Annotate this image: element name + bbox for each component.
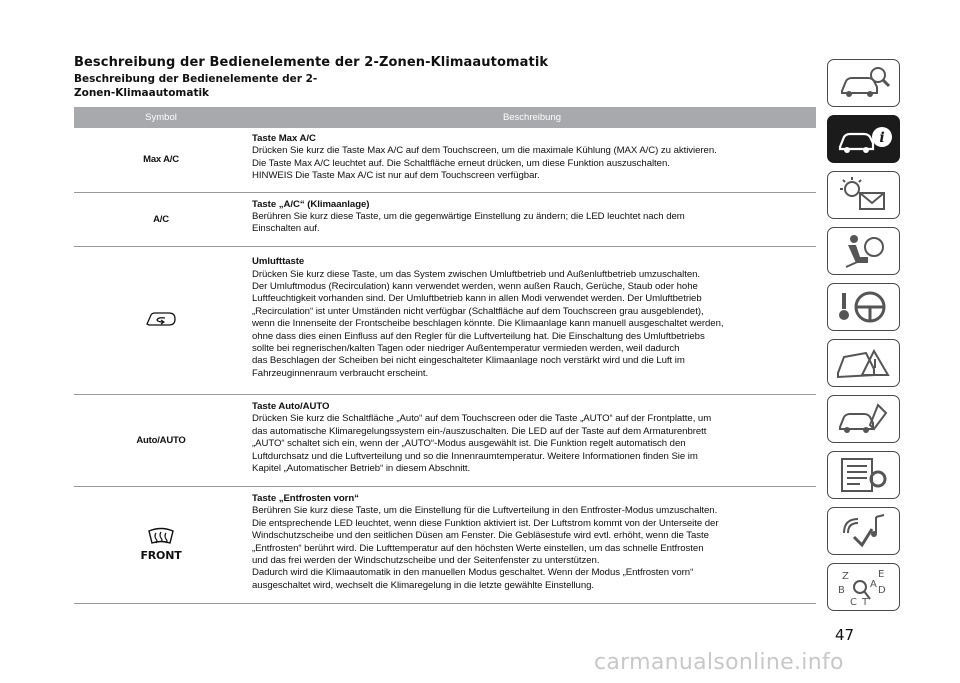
nav-tab-technical-data[interactable] — [827, 451, 900, 499]
nav-tab-emergency[interactable] — [827, 339, 900, 387]
table-row — [74, 128, 816, 192]
nav-tab-index[interactable] — [827, 563, 900, 611]
car-info-icon — [834, 119, 894, 159]
steering-wheel-icon — [834, 287, 894, 327]
symbol-text: Max A/C — [143, 154, 179, 166]
description-cell — [248, 192, 816, 246]
table-row — [74, 394, 816, 486]
description-heading: Taste Max A/C — [252, 133, 316, 144]
car-search-icon — [834, 63, 894, 103]
warning-lights-message-icon — [834, 175, 894, 215]
nav-tab-maintenance[interactable] — [827, 395, 900, 443]
description-text: Berühren Sie kurz diese Taste, um die gegenwärtige Einstellung zu ändern; die LED leuchtet nach dem Einschalten auf. — [252, 210, 685, 235]
symbol-cell — [74, 486, 248, 603]
svg-text:B: B — [838, 585, 845, 596]
symbol-cell — [74, 246, 248, 394]
svg-text:D: D — [878, 585, 886, 596]
page-subtitle: Beschreibung der Bedienelemente der 2-Zonen-Klimaautomatik — [74, 73, 318, 99]
car-maintenance-icon — [834, 399, 894, 439]
description-cell — [248, 394, 816, 486]
nav-tab-driving[interactable] — [827, 283, 900, 331]
svg-text:Z: Z — [842, 571, 849, 582]
svg-text:T: T — [862, 597, 869, 607]
table-header-row — [74, 107, 816, 128]
table-row — [74, 192, 816, 246]
description-heading: Taste „Entfrosten vorn“ — [252, 493, 359, 504]
description-text: Drücken Sie kurz die Taste Max A/C auf dem Touchscreen, um die maximale Kühlung (MAX A/C) zu aktivieren. Die Taste Max A/C leuchtet auf. Die Schaltfläche erneut drücken, um diese Funktion auszuschalten. HINWEIS Die Taste Max A/C ist nur auf dem Touchscreen verfügbar. — [252, 145, 717, 182]
symbol-cell — [74, 128, 248, 192]
symbol-cell — [74, 192, 248, 246]
header-symbol: Symbol — [74, 107, 248, 128]
nav-tab-warning-lights[interactable] — [827, 171, 900, 219]
table-row — [74, 246, 816, 394]
svg-text:C: C — [850, 597, 857, 607]
svg-text:E: E — [878, 569, 885, 580]
front-defrost-icon — [147, 527, 175, 548]
nav-tab-car-search[interactable] — [827, 59, 900, 107]
description-cell — [248, 486, 816, 603]
description-cell — [248, 128, 816, 192]
front-label: FRONT — [140, 549, 182, 563]
svg-text:i: i — [879, 130, 885, 146]
multimedia-icon — [834, 511, 894, 551]
symbol-cell — [74, 394, 248, 486]
description-heading: Taste Auto/AUTO — [252, 400, 330, 412]
description-heading: Taste „A/C“ (Klimaanlage) — [252, 198, 370, 210]
description-cell — [248, 246, 816, 394]
nav-tab-safety[interactable] — [827, 227, 900, 275]
car-emergency-icon — [834, 343, 894, 383]
description-text: Drücken Sie kurz die Schaltfläche „Auto“ auf dem Touchscreen oder die Taste „AUTO“ auf der Frontplatte, um das automatische Klimaregelungssystem ein-/auszuschalten. Die LED auf der Taste auf dem Armaturenbrett „AUTO“ schaltet sich ein, wenn der „AUTO“-Modus ausgewählt ist. Die Funktion regelt automatisch den Luftdurchsatz und die Luftverteilung und so die Innenraumtemperatur. Weitere Informationen finden Sie im Kapitel „Automatischer Betrieb“ in diesem Abschnitt. — [252, 413, 712, 474]
table-row — [74, 486, 816, 603]
page-title: Beschreibung der Bedienelemente der 2-Zonen-Klimaautomatik — [74, 55, 549, 70]
description-text: Berühren Sie kurz diese Taste, um die Einstellung für die Luftverteilung in den Entfroster-Modus umzuschalten. Die entsprechende LED leuchtet, wenn diese Funktion aktiviert ist. Der Luftstrom kommt von der Unterseite der Windschutzscheibe und den seitlichen Düsen am Fenster. Die Gebläsestufe wird evtl. erhöht, wenn die Taste „Entfrosten“ berührt wird. Die Lufttemperatur auf den höchsten Werte einstellen, um das schnelle Entfrosten und das frei werden der Windschutzscheibe und der Seitenfenster zu unterstützen. Dadurch wird die Klimaautomatik in den manuellen Modus geschaltet. Wenn der Modus „Entfrosten vorn“ ausgeschaltet wird, wechselt die Klimaregelung in die letzte gewählte Einstellung. — [252, 505, 719, 591]
technical-data-icon — [834, 455, 894, 495]
description-table — [74, 107, 816, 604]
recirculation-icon — [143, 309, 179, 332]
header-description: Beschreibung — [248, 107, 816, 128]
symbol-text: Auto/AUTO — [136, 434, 186, 446]
alphabetical-index-icon — [834, 567, 894, 607]
description-text: Drücken Sie kurz diese Taste, um das System zwischen Umluftbetrieb und Außenluftbetrieb umzuschalten. Der Umluftmodus (Recirculation) kann verwendet werden, wenn außen Rauch, Gerüche, Staub oder hohe Luftfeuchtigkeit vorhanden sind. Der Umluftbetrieb kann in allen Modi verwendet werden. Der Umluftbetrieb „Recirculation“ ist unter Umständen nicht verfügbar (Schaltfläche auf dem Touchscreen grau ausgeblendet), wenn die Innenseite der Frontscheibe beschlagen könnte. Die Klimaanlage kann manuell ausgeschaltet werden, ohne dass dies einen Einfluss auf den Regler für die Luftverteilung hat. Die Einschaltung des Umluftbetriebs sollte bei regnerischen/kalten Tagen oder niedriger Außentemperatur vermieden werden, weil dadurch das Beschlagen der Scheiben bei nicht eingeschalteter Klimaanlage noch verstärkt wird und die Luft im Fahrzeuginnenraum verbraucht erscheint. — [252, 268, 724, 379]
nav-tab-car-info[interactable] — [827, 115, 900, 163]
watermark: carmanualsonline.info — [594, 650, 844, 675]
description-heading: Umlufttaste — [252, 256, 305, 268]
svg-text:A: A — [870, 579, 877, 590]
nav-tab-multimedia[interactable] — [827, 507, 900, 555]
page-number: 47 — [835, 626, 855, 644]
airbag-seat-icon — [834, 231, 894, 271]
symbol-text: A/C — [153, 213, 169, 225]
